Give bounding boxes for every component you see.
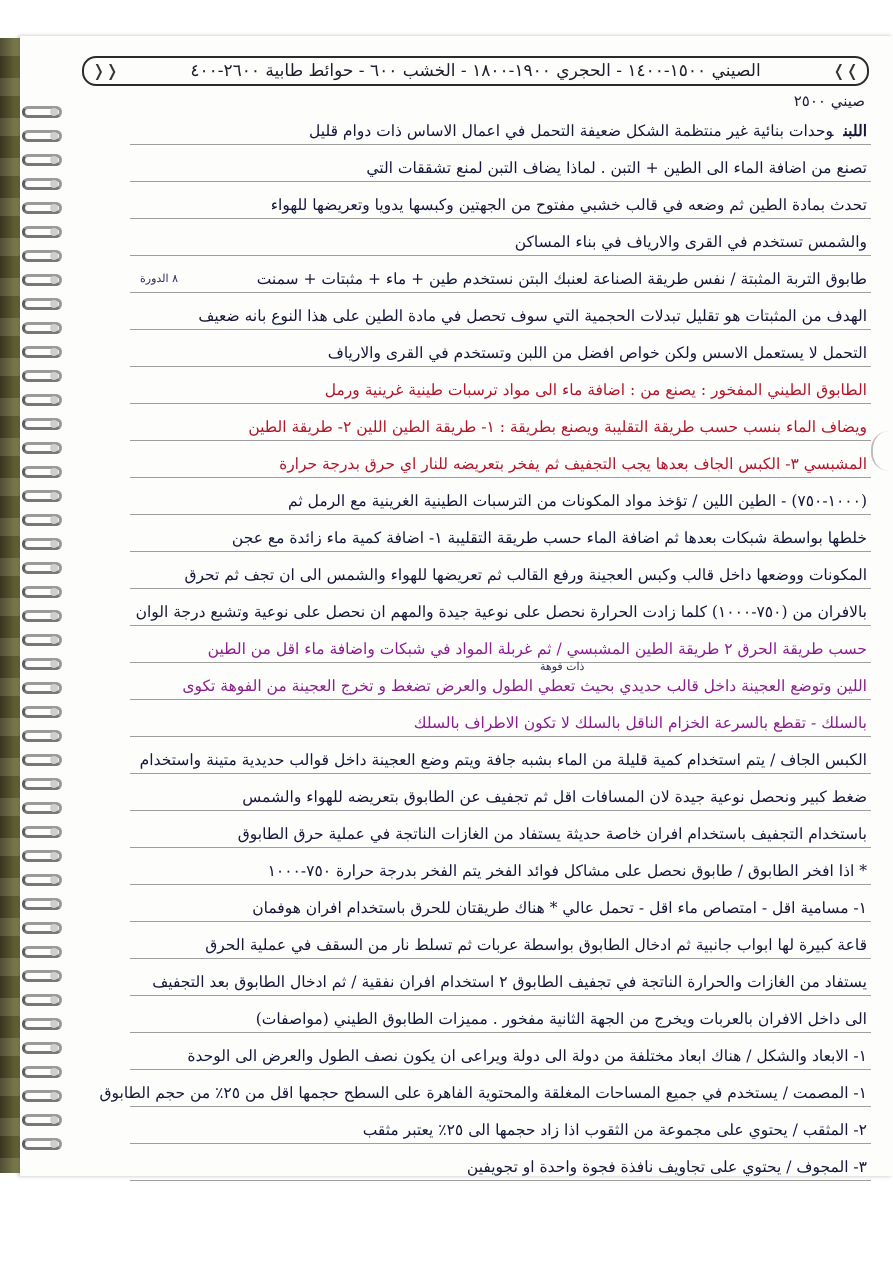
note-text: الى داخل الافران بالعربات ويخرج من الجهة الثانية مفخور . مميزات الطابوق الطيني (مواصفات) <box>255 1010 867 1028</box>
note-text: طابوق التربة المثبتة / نفس طريقة الصناعة لعنبك البتن نستخدم طين + ماء + مثبتات + سمنت <box>256 270 867 288</box>
punch-hole <box>50 276 58 284</box>
note-text: الهدف من المثبتات هو تقليل تبدلات الحجمية التي سوف تحصل في مادة الطين على هذا النوع بانه ضعيف <box>198 307 867 325</box>
punch-hole <box>50 252 58 260</box>
ruled-line <box>130 144 871 145</box>
ruled-line <box>130 366 871 367</box>
ruled-line <box>130 403 871 404</box>
note-line <box>132 155 867 181</box>
punch-hole <box>50 444 58 452</box>
ruled-line <box>130 255 871 256</box>
header-ornament-left-icon: ❬❬ <box>92 61 119 80</box>
punch-hole <box>50 804 58 812</box>
note-text: ٢- المثقب / يحتوي على مجموعة من الثقوب اذا زاد حجمها الى ٢٥٪ يعتبر مثقب <box>362 1121 867 1139</box>
margin-note-nozzle: ذات فوهة <box>540 660 585 673</box>
note-line <box>132 192 867 218</box>
ruled-line <box>130 884 871 885</box>
ruled-line <box>130 773 871 774</box>
ruled-line <box>130 551 871 552</box>
note-text: بالسلك - تقطع بالسرعة الخزام الناقل بالسلك لا تكون الاطراف بالسلك <box>413 714 867 732</box>
note-line <box>132 525 867 551</box>
punch-hole <box>50 1092 58 1100</box>
punch-hole <box>50 564 58 572</box>
note-line <box>132 599 867 625</box>
note-text: ١- مسامية اقل - امتصاص ماء اقل - تحمل عالي * هناك طريقتان للحرق باستخدام افران هوفمان <box>252 899 867 917</box>
punch-hole <box>50 180 58 188</box>
note-text: خلطها بواسطة شبكات بعدها ثم اضافة الماء حسب طريقة التقليبة ١- اضافة كمية ماء زائدة مع عجن <box>231 529 867 547</box>
paper-sheet <box>70 36 893 1176</box>
note-line <box>132 784 867 810</box>
punch-hole <box>50 852 58 860</box>
note-text: بالافران من (٧٥٠-١٠٠٠) كلما زادت الحرارة نحصل على نوعية جيدة والمهم ان نحصل على نوعية وتشبع درجة الوان <box>135 603 867 621</box>
note-line <box>132 303 867 329</box>
punch-hole <box>50 516 58 524</box>
ruled-line <box>130 995 871 996</box>
punch-hole <box>50 324 58 332</box>
note-line <box>132 414 867 440</box>
note-line <box>132 636 867 662</box>
punch-hole <box>50 948 58 956</box>
note-text: المشبسي ٣- الكبس الجاف بعدها يجب التجفيف ثم يفخر بتعريضه للنار اي حرق بدرجة حرارة <box>279 455 867 473</box>
note-text: حسب طريقة الحرق ٢ طريقة الطين المشبسي / ثم غربلة المواد في شبكات واضافة ماء اقل من الطين <box>207 640 867 658</box>
punch-hole <box>50 900 58 908</box>
ruled-line <box>130 1143 871 1144</box>
punch-hole <box>50 612 58 620</box>
note-term: اللبن <box>843 121 867 140</box>
note-line <box>132 229 867 255</box>
note-text: باستخدام التجفيف باستخدام افران خاصة حديثة يستفاد من الغازات الناتجة في عملية حرق الطابوق <box>237 825 867 843</box>
page-header-band <box>82 56 869 86</box>
note-line <box>132 858 867 884</box>
punch-hole <box>50 876 58 884</box>
spiral-binding <box>20 106 70 1176</box>
note-line <box>132 1154 867 1180</box>
punch-hole <box>50 1044 58 1052</box>
ruled-line <box>130 921 871 922</box>
ruled-line <box>130 736 871 737</box>
ruled-line <box>130 329 871 330</box>
note-text: ٣- المجوف / يحتوي على تجاويف نافذة فجوة واحدة او تجويفين <box>466 1158 867 1176</box>
note-line <box>132 1117 867 1143</box>
note-line <box>132 1043 867 1069</box>
ruled-line <box>130 847 871 848</box>
note-text: (١٠٠٠-٧٥٠) - الطين اللين / تؤخذ مواد المكونات من الترسبات الطينية الغرينية مع الرمل ثم <box>288 492 867 510</box>
note-text: تصنع من اضافة الماء الى الطين + التبن . لماذا يضاف التبن لمنع تشققات التي <box>366 159 867 177</box>
ruled-line <box>130 292 871 293</box>
page-header-title: الصيني ١٥٠٠-١٤٠٠ - الحجري ١٩٠٠-١٨٠٠ - الخشب ٦٠٠ - حوائط طابية ٢٦٠٠-٤٠٠ <box>190 61 761 81</box>
ruled-line <box>130 1180 871 1181</box>
note-text: الكبس الجاف / يتم استخدام كمية قليلة من الماء بشبه جافة ويتم وضع العجينة داخل قوالب حديدية متينة واستخدام <box>139 751 867 769</box>
note-text: * اذا افخر الطابوق / طابوق نحصل على مشاكل فوائد الفخر يتم الفخر بدرجة حرارة ٧٥٠-١٠٠٠ <box>267 862 867 880</box>
ruled-line <box>130 440 871 441</box>
note-text: تحدث بمادة الطين ثم وضعه في قالب خشبي مفتوح من الجهتين وكبسها يدويا وتعريضها للهواء <box>270 196 867 214</box>
note-line <box>132 266 867 292</box>
note-text: المكونات ووضعها داخل قالب وكبس العجينة ورفع القالب ثم تعريضها للهواء والشمس الى ان تجف ثم تحرق <box>184 566 867 584</box>
punch-hole <box>50 1140 58 1148</box>
ruled-line <box>130 218 871 219</box>
note-line <box>132 969 867 995</box>
punch-hole <box>50 756 58 764</box>
note-text: ١- المصمت / يستخدم في جميع المساحات المغلقة والمحتوية الفاهرة على السطح حجمها اقل من ٢٥٪ من حجم الطابوق <box>99 1084 867 1102</box>
note-text: يستفاد من الغازات والحرارة الناتجة في تجفيف الطابوق ٢ استخدام افران نفقية / ثم ادخال الطابوق بعد التجفيف <box>152 973 867 991</box>
punch-hole <box>50 924 58 932</box>
header-ornament-right-icon: ❭❭ <box>832 61 859 80</box>
punch-hole <box>50 972 58 980</box>
punch-hole <box>50 1116 58 1124</box>
ruled-line <box>130 1069 871 1070</box>
punch-hole <box>50 1020 58 1028</box>
note-line <box>132 673 867 699</box>
punch-hole <box>50 780 58 788</box>
note-line <box>132 377 867 403</box>
note-line <box>132 340 867 366</box>
note-line <box>132 710 867 736</box>
note-text: اللين وتوضع العجينة داخل قالب حديدي بحيث تعطي الطول والعرض تضغط و تخرج العجينة من الفوهة تكوى <box>182 677 867 695</box>
ruled-line <box>130 514 871 515</box>
note-text: ويضاف الماء بنسب حسب طريقة التقليبة ويصنع بطريقة : ١- طريقة الطين اللين ٢- طريقة الطين <box>248 418 867 436</box>
punch-hole <box>50 396 58 404</box>
note-text: الطابوق الطيني المفخور : يصنع من : اضافة ماء الى مواد ترسبات طينية غرينية ورمل <box>324 381 867 399</box>
note-text: التحمل لا يستعمل الاسس ولكن خواص افضل من اللبن وتستخدم في القرى والارياف <box>327 344 867 362</box>
punch-hole <box>50 132 58 140</box>
punch-hole <box>50 588 58 596</box>
note-line <box>99 1080 867 1106</box>
ruled-line <box>130 1106 871 1107</box>
punch-hole <box>50 468 58 476</box>
punch-hole <box>50 420 58 428</box>
ruled-line <box>130 958 871 959</box>
punch-hole <box>50 348 58 356</box>
note-line <box>132 451 867 477</box>
notebook-page <box>20 36 893 1176</box>
ruled-line <box>130 588 871 589</box>
note-line <box>132 932 867 958</box>
note-text: ١- الابعاد والشكل / هناك ابعاد مختلفة من دولة الى دولة ويراعى ان يكون نصف الطول والعرض الى الوحدة <box>187 1047 867 1065</box>
ruled-line <box>130 1032 871 1033</box>
ruled-line <box>130 810 871 811</box>
punch-hole <box>50 660 58 668</box>
note-text: ضغط كبير ونحصل نوعية جيدة لان المسافات اقل ثم تجفيف عن الطابوق بتعريضه للهواء والشمس <box>242 788 867 806</box>
punch-hole <box>50 684 58 692</box>
header-subnote: صيني ٢٥٠٠ <box>793 92 865 110</box>
punch-hole <box>50 1068 58 1076</box>
note-line <box>132 562 867 588</box>
note-text: والشمس تستخدم في القرى والارياف في بناء المساكن <box>514 233 867 251</box>
ruled-line <box>130 699 871 700</box>
punch-hole <box>50 708 58 716</box>
ruled-line <box>130 662 871 663</box>
punch-hole <box>50 540 58 548</box>
note-line <box>132 895 867 921</box>
punch-hole <box>50 372 58 380</box>
note-text: وحدات بنائية غير منتظمة الشكل ضعيفة التحمل في اعمال الاساس ذات دوام قليل <box>309 122 834 140</box>
punch-hole <box>50 636 58 644</box>
punch-hole <box>50 228 58 236</box>
punch-hole <box>50 828 58 836</box>
margin-note-cycle: ٨ الدورة <box>140 272 178 285</box>
punch-hole <box>50 492 58 500</box>
punch-hole <box>50 300 58 308</box>
punch-hole <box>50 732 58 740</box>
punch-hole <box>50 996 58 1004</box>
punch-hole <box>50 156 58 164</box>
note-line <box>132 747 867 773</box>
note-line <box>132 821 867 847</box>
note-line <box>132 118 867 144</box>
punch-hole <box>50 108 58 116</box>
ruled-line <box>130 181 871 182</box>
note-text: قاعة كبيرة لها ابواب جانبية ثم ادخال الطابوق بواسطة عربات ثم تسلط نار من السقف في عملية الحرق <box>205 936 867 954</box>
note-line <box>132 1006 867 1032</box>
note-line <box>132 488 867 514</box>
punch-hole <box>50 204 58 212</box>
ruled-line <box>130 477 871 478</box>
ruled-line <box>130 625 871 626</box>
